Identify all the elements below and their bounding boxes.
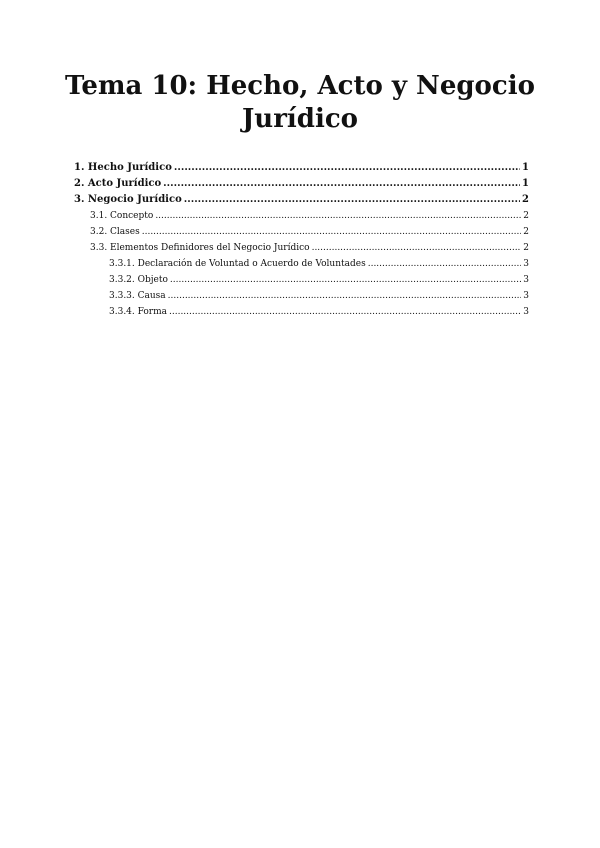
toc-entry-page: 1 bbox=[522, 178, 529, 189]
toc-entry-label: 3.3.4. Forma bbox=[109, 307, 167, 317]
toc-entry-page: 3 bbox=[523, 291, 529, 301]
toc-entry[interactable] bbox=[74, 192, 529, 208]
toc-entry-label: 3.3.1. Declaración de Voluntad o Acuerdo de Voluntades bbox=[109, 259, 366, 269]
toc-leader-dots bbox=[155, 208, 521, 224]
toc-entry[interactable] bbox=[74, 288, 529, 304]
toc-leader-dots bbox=[169, 304, 521, 320]
toc-leader-dots bbox=[142, 224, 522, 240]
toc-entry[interactable] bbox=[74, 176, 529, 192]
toc-entry[interactable] bbox=[74, 256, 529, 272]
toc-entry-page: 3 bbox=[523, 259, 529, 269]
toc-entry-label: 3.2. Clases bbox=[90, 227, 140, 237]
toc-entry-page: 1 bbox=[522, 162, 529, 173]
toc-entry[interactable] bbox=[74, 272, 529, 288]
toc-entry[interactable] bbox=[74, 208, 529, 224]
toc-entry[interactable] bbox=[74, 240, 529, 256]
toc-leader-dots bbox=[312, 240, 522, 256]
toc-entry-page: 2 bbox=[523, 243, 529, 253]
toc-entry[interactable] bbox=[74, 304, 529, 320]
toc-entry-label: 3.3.2. Objeto bbox=[109, 275, 168, 285]
toc-leader-dots bbox=[163, 176, 520, 192]
toc-leader-dots bbox=[168, 288, 522, 304]
toc-leader-dots bbox=[170, 272, 521, 288]
toc-entry-label: 3.1. Concepto bbox=[90, 211, 154, 221]
document-title: Tema 10: Hecho, Acto y Negocio Jurídico bbox=[65, 71, 535, 134]
toc-entry[interactable] bbox=[74, 224, 529, 240]
toc-entry-label: 2. Acto Jurídico bbox=[74, 178, 162, 189]
toc-entry-label: 3.3. Elementos Definidores del Negocio Jurídico bbox=[90, 243, 310, 253]
toc-entry-page: 2 bbox=[523, 211, 529, 221]
toc-entry-page: 2 bbox=[522, 194, 529, 205]
toc-entry-label: 3.3.3. Causa bbox=[109, 291, 166, 301]
toc-leader-dots bbox=[174, 160, 520, 176]
toc-entry-page: 3 bbox=[523, 275, 529, 285]
toc-leader-dots bbox=[184, 192, 520, 208]
toc-entry-label: 1. Hecho Jurídico bbox=[74, 162, 172, 173]
toc-leader-dots bbox=[368, 256, 522, 272]
toc-entry-page: 2 bbox=[523, 227, 529, 237]
table-of-contents bbox=[74, 160, 529, 320]
toc-entry-label: 3. Negocio Jurídico bbox=[74, 194, 182, 205]
toc-entry[interactable] bbox=[74, 160, 529, 176]
toc-entry-page: 3 bbox=[523, 307, 529, 317]
